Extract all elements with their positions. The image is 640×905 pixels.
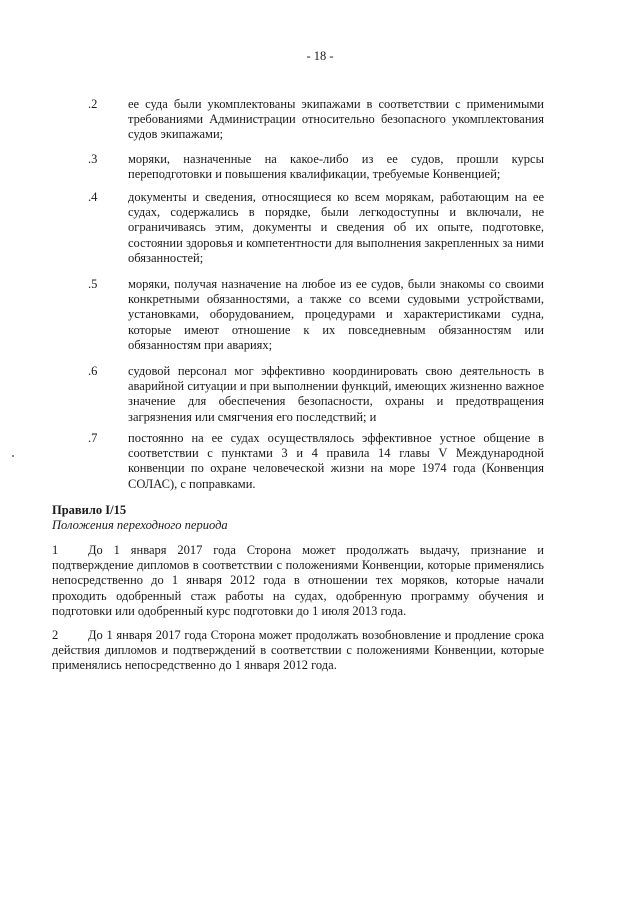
item-number: .2 [88, 97, 98, 111]
margin-mark [12, 455, 14, 457]
paragraph-number: 2 [52, 628, 59, 642]
item-number: .4 [88, 190, 98, 204]
item-text: моряки, получая назначение на любое из ее судов, были знакомы со своими конкретными обязанностями, а также со всеми судовыми устройствами, установками, оборудованием, процедурами и характеристиками судна, которые имеют отношение к их повседневным обязанностям или обязанностям при авариях; [128, 277, 544, 352]
rule-subtitle: Положения переходного периода [52, 518, 228, 532]
paragraph [52, 543, 544, 619]
item-number: .6 [88, 364, 98, 378]
paragraph [52, 628, 544, 674]
paragraph-number: 1 [52, 543, 59, 557]
item-number: .5 [88, 277, 98, 291]
item-text: моряки, назначенные на какое-либо из ее судов, прошли курсы переподготовки и повышения квалификации, требуемые Конвенцией; [128, 152, 544, 182]
page-number: - 18 - [306, 49, 334, 63]
item-text: документы и сведения, относящиеся ко всем морякам, работающим на ее судах, содержались в порядке, были легкодоступны и включали, не ограничиваясь этим, документы и сведения об их опыте, подготовке, состоянии здоровья и компетентности для выполнения закрепленных за ними обязанностей; [128, 190, 544, 265]
item-text: судовой персонал мог эффективно координировать свою деятельность в аварийной ситуации и при выполнении функций, имеющих жизненно важное значение для обеспечения безопасности, охраны и предотвращения загрязнения или смягчения его последствий; и [128, 364, 544, 424]
item-text: ее суда были укомплектованы экипажами в соответствии с применимыми требованиями Администрации относительно безопасного укомплектования судов экипажами; [128, 97, 544, 142]
item-number: .3 [88, 152, 98, 166]
paragraph-text: До 1 января 2017 года Сторона может продолжать возобновление и продление срока действия дипломов и подтверждений в соответствии с положениями Конвенции, которые применялись непосредственно до 1 января 2012 года. [52, 628, 544, 673]
rule-heading: Правило I/15 [52, 503, 127, 517]
paragraph-text: До 1 января 2017 года Сторона может продолжать выдачу, признание и подтверждение дипломов в соответствии с положениями Конвенции, которые применялись непосредственно до 1 января 2012 года в отношении тех моряков, которые начали проходить одобренный стаж работы на судах, одобренную программу обучения и подготовки или одобренный курс подготовки до 1 июля 2013 года. [52, 543, 544, 618]
item-text: постоянно на ее судах осуществлялось эффективное устное общение в соответствии с пунктами 3 и 4 правила 14 главы V Международной конвенции по охране человеческой жизни на море 1974 года (Конвенция СОЛАС), с поправками. [128, 431, 544, 491]
item-number: .7 [88, 431, 98, 445]
